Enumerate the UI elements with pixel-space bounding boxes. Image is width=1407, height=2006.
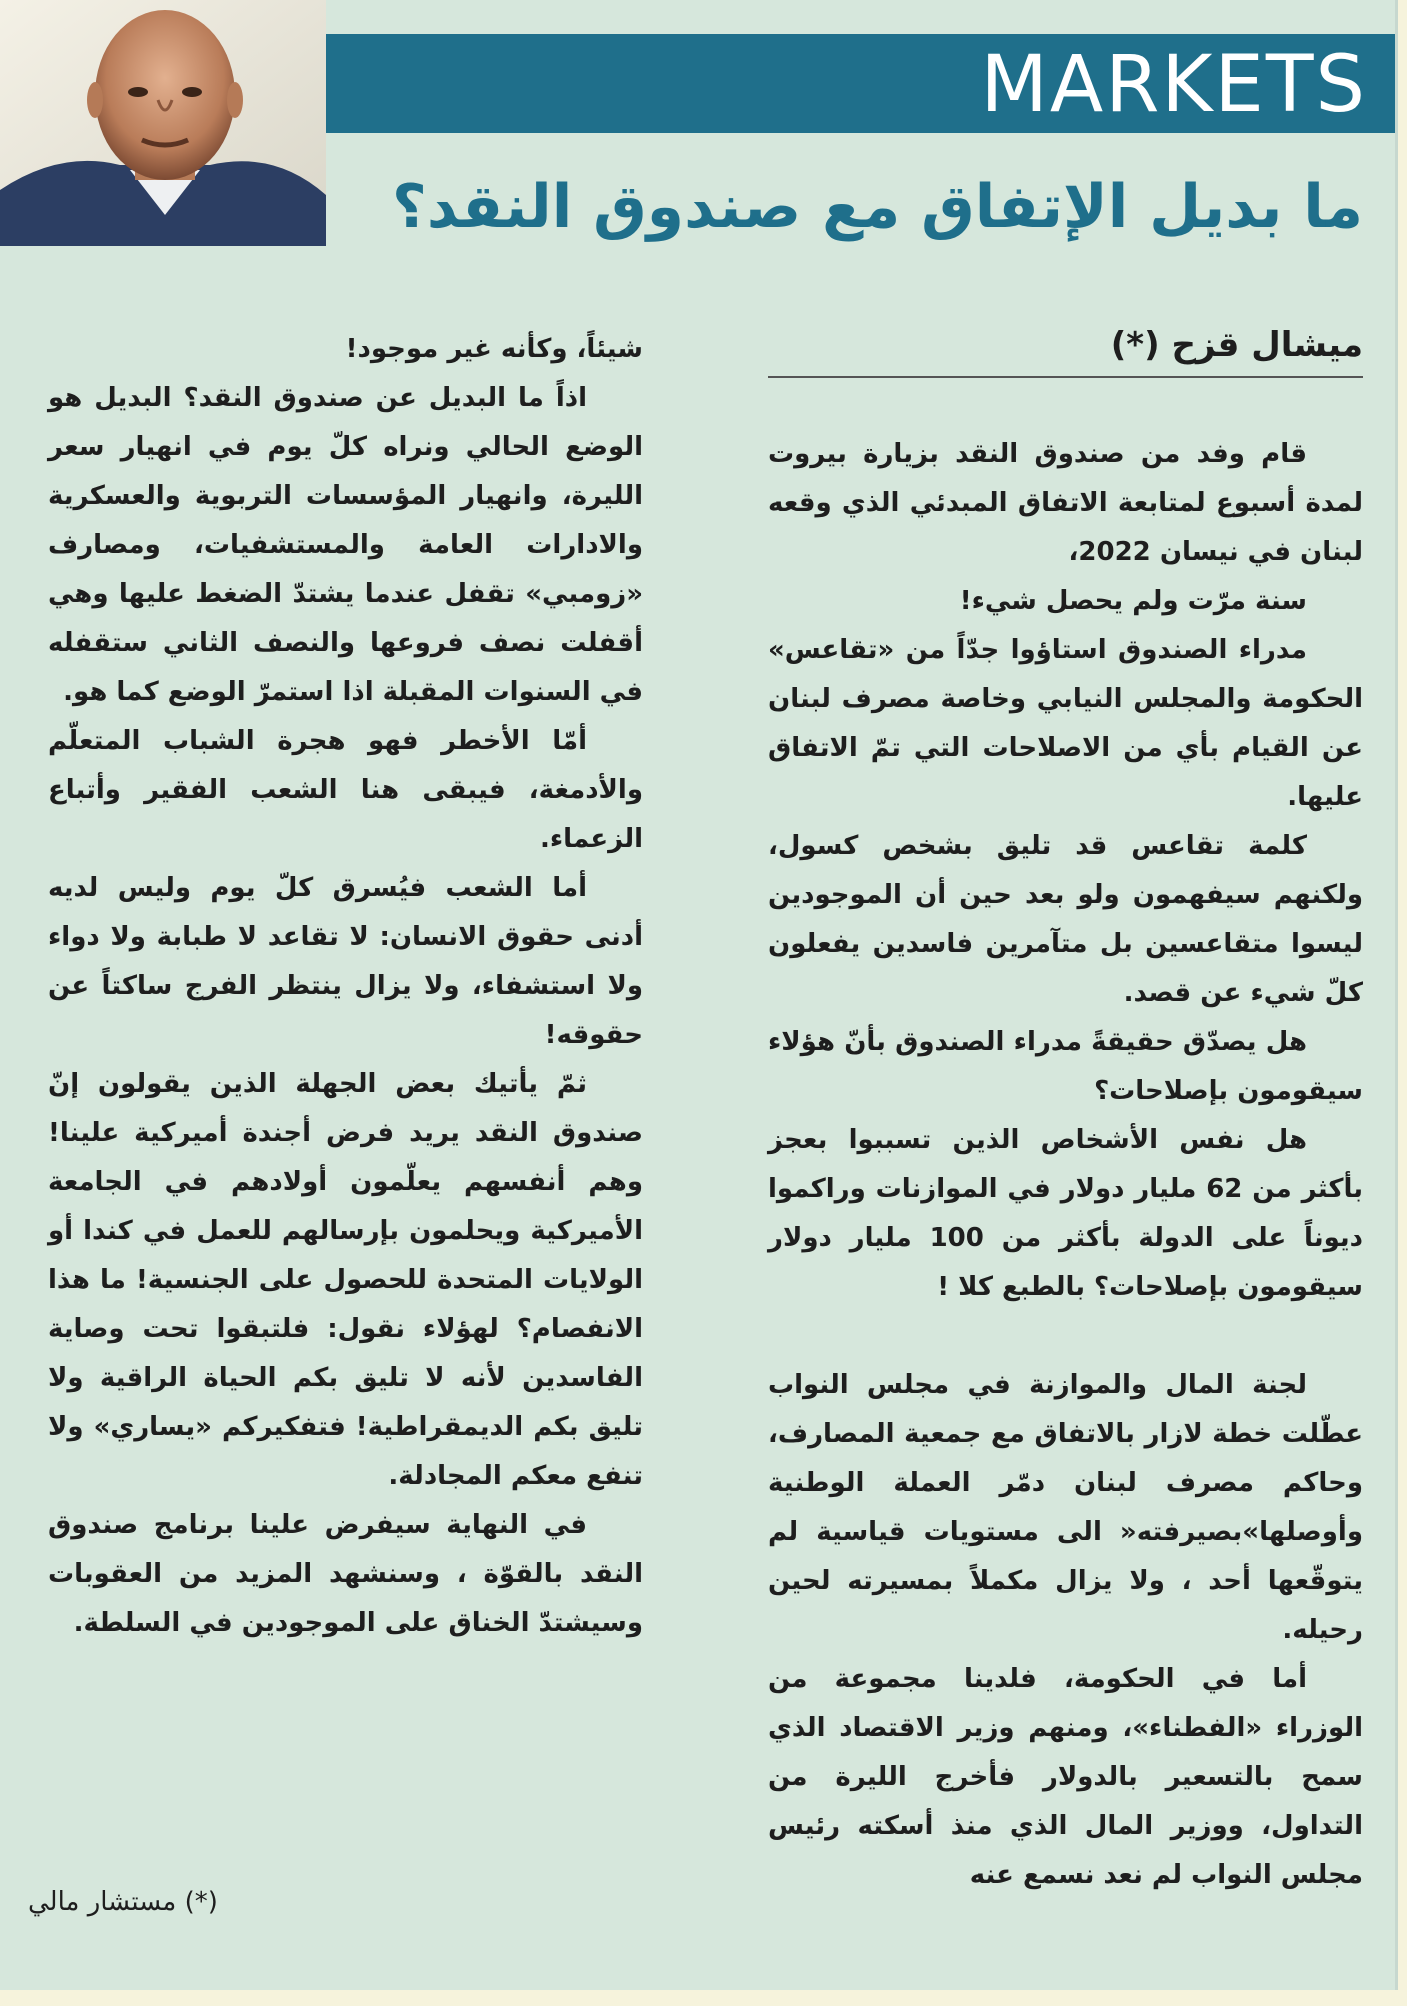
paragraph: لجنة المال والموازنة في مجلس النواب عطّلت خطة لازار بالاتفاق مع جمعية المصارف، وحاكم مصرف لبنان دمّر العملة الوطنية وأوصلها»بصيرفته« الى مستويات قياسية لم يتوقّعها أحد ، ولا يزال مكملاً بمسيرته لحين رحيله. (768, 1370, 1363, 1645)
author-footnote: (*) مستشار مالي (28, 1887, 218, 1917)
article-headline: ما بديل الإتفاق مع صندوق النقد؟ (392, 172, 1363, 242)
paragraph: كلمة تقاعس قد تليق بشخص كسول، ولكنهم سيفهمون ولو بعد حين أن الموجودين ليسوا متقاعسين بل متآمرين فاسدين يفعلون كلّ شيء عن قصد. (768, 831, 1363, 1008)
author-photo (0, 0, 326, 246)
paragraph: أما الشعب فيُسرق كلّ يوم وليس لديه أدنى حقوق الانسان: لا تقاعد لا طبابة ولا دواء ولا استشفاء، ولا يزال ينتظر الفرج ساكتاً عن حقوقه! (48, 873, 643, 1050)
article-column-right (768, 430, 1363, 1900)
paragraph: شيئاً، وكأنه غير موجود! (345, 334, 643, 364)
paragraph: سنة مرّت ولم يحصل شيء! (959, 586, 1307, 616)
paragraph: ثمّ يأتيك بعض الجهلة الذين يقولون إنّ صندوق النقد يريد فرض أجندة أميركية علينا! وهم أنفسهم يعلّمون أولادهم في الجامعة الأميركية ويحلمون بإرسالهم للعمل في كندا أو الولايات المتحدة للحصول على الجنسية! ما هذا الانفصام؟ لهؤلاء نقول: فلتبقوا تحت وصاية الفاسدين لأنه لا تليق بكم الحياة الراقية ولا تليق بكم الديمقراطية! فتفكيركم «يساري» ولا تنفع معكم المجادلة. (48, 1069, 643, 1491)
section-title: MARKETS (980, 40, 1367, 130)
article-column-left (48, 325, 643, 1648)
author-byline: ميشال قزح (*) (768, 322, 1363, 378)
paragraph: هل يصدّق حقيقةً مدراء الصندوق بأنّ هؤلاء سيقومون بإصلاحات؟ (768, 1027, 1363, 1106)
paragraph: أمّا الأخطر فهو هجرة الشباب المتعلّم والأدمغة، فيبقى هنا الشعب الفقير وأتباع الزعماء. (48, 726, 643, 854)
paragraph: مدراء الصندوق استاؤوا جدّاً من «تقاعس» الحكومة والمجلس النيابي وخاصة مصرف لبنان عن القيام بأي من الاصلاحات التي تمّ الاتفاق عليها. (768, 635, 1363, 812)
paragraph: أما في الحكومة، فلدينا مجموعة من الوزراء «الفطناء»، ومنهم وزير الاقتصاد الذي سمح بالتسعير بالدولار فأخرج الليرة من التداول، ووزير المال الذي منذ أسكته رئيس مجلس النواب لم نعد نسمع عنه (768, 1664, 1363, 1890)
paragraph: قام وفد من صندوق النقد بزيارة بيروت لمدة أسبوع لمتابعة الاتفاق المبدئي الذي وقعه لبنان في نيسان 2022، (768, 439, 1363, 567)
paragraph: هل نفس الأشخاص الذين تسببوا بعجز بأكثر من 62 مليار دولار في الموازنات وراكموا ديوناً على الدولة بأكثر من 100 مليار دولار سيقومون بإصلاحات؟ بالطبع كلا ! (768, 1125, 1364, 1302)
paragraph: اذاً ما البديل عن صندوق النقد؟ البديل هو الوضع الحالي ونراه كلّ يوم في انهيار سعر الليرة، وانهيار المؤسسات التربوية والعسكرية والادارات العامة والمستشفيات، ومصارف «زومبي» تقفل عندما يشتدّ الضغط عليها وهي أقفلت نصف فروعها والنصف الثاني ستقفله في السنوات المقبلة اذا استمرّ الوضع كما هو. (48, 383, 643, 707)
paragraph: في النهاية سيفرض علينا برنامج صندوق النقد بالقوّة ، وسنشهد المزيد من العقوبات وسيشتدّ الخناق على الموجودين في السلطة. (48, 1510, 643, 1638)
